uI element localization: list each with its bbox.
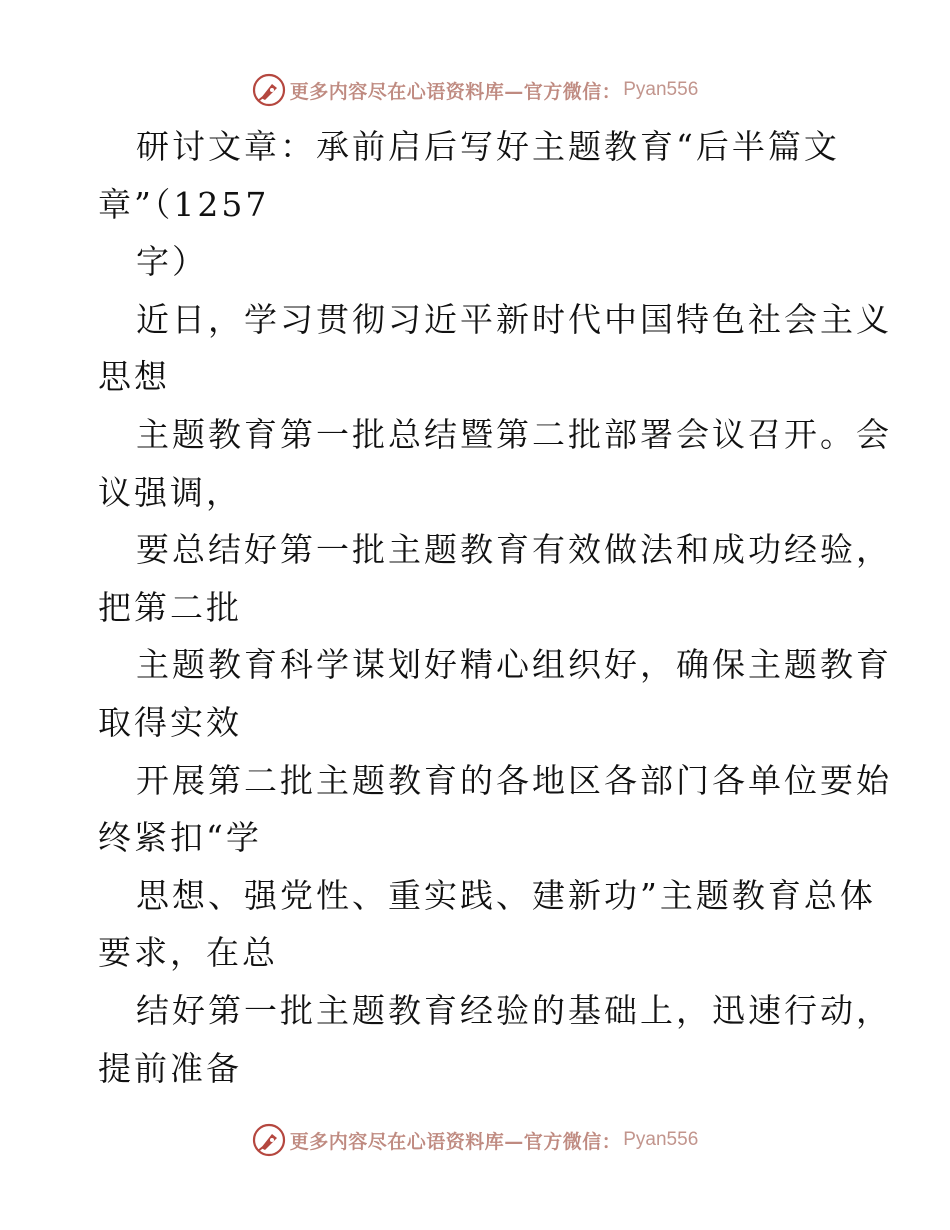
paragraph-line: 思想、强党性、重实践、建新功”主题教育总体	[136, 875, 876, 915]
paragraph-line: 开展第二批主题教育的各地区各部门各单位要始	[136, 760, 892, 800]
banner-wechat-id: Pyan556	[623, 1129, 699, 1150]
footer-banner	[0, 1122, 950, 1158]
title-line-1: 研讨文章：承前启后写好主题教育“后半篇文	[136, 127, 840, 166]
banner-text: 更多内容尽在心语资料库—官方微信：	[289, 1130, 622, 1153]
pen-nib-logo-icon	[252, 73, 286, 107]
paragraph-line: 终紧扣“学	[98, 818, 262, 858]
paragraph-line: 提前准备	[98, 1048, 242, 1088]
banner-wechat-id: Pyan556	[623, 79, 699, 100]
banner-text: 更多内容尽在心语资料库—官方微信：	[289, 80, 622, 103]
paragraph-line: 要求，在总	[98, 933, 278, 973]
pen-nib-logo-icon	[252, 1123, 286, 1157]
paragraph-line: 主题教育第一批总结暨第二批部署会议召开。会	[136, 414, 892, 454]
paragraph-line: 要总结好第一批主题教育有效做法和成功经验，	[136, 530, 892, 570]
paragraph-line: 思想	[98, 357, 170, 397]
title-line-3: 字）	[136, 242, 208, 282]
paragraph-line: 结好第一批主题教育经验的基础上，迅速行动，	[136, 990, 892, 1030]
paragraph-line: 取得实效	[98, 702, 242, 742]
paragraph-line: 议强调，	[98, 472, 242, 512]
paragraph-line: 近日，学习贯彻习近平新时代中国特色社会主义	[136, 299, 892, 339]
document-body	[98, 118, 892, 1097]
title-line-2: 章”（1257	[98, 184, 270, 224]
header-banner	[0, 72, 950, 108]
paragraph-line: 主题教育科学谋划好精心组织好，确保主题教育	[136, 645, 892, 685]
paragraph-line: 把第二批	[98, 587, 242, 627]
